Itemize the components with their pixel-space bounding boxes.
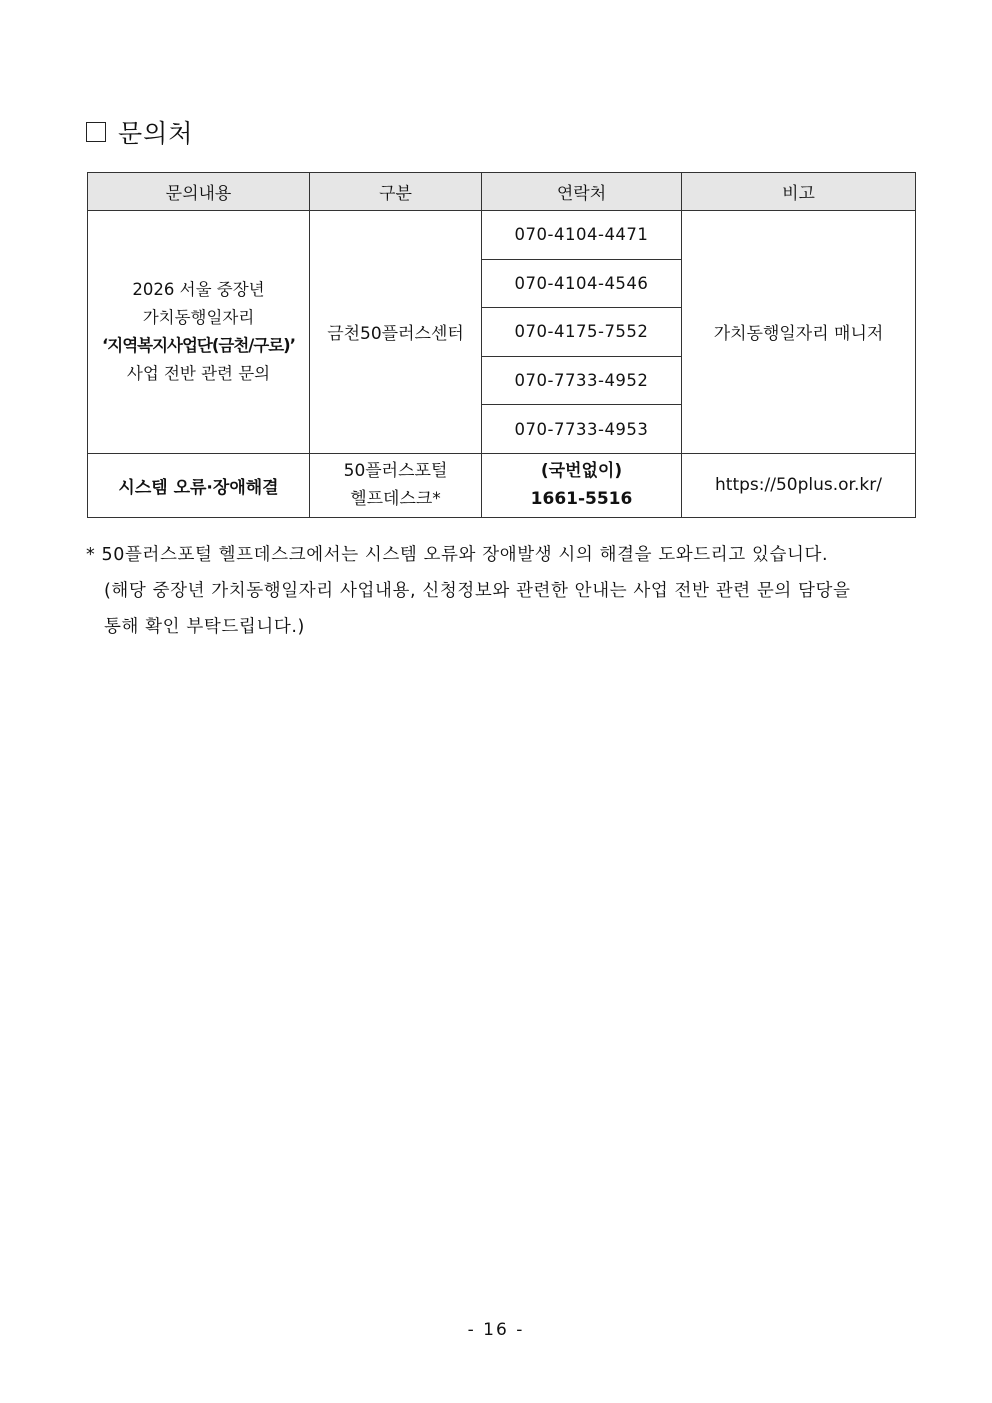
table-header-row: [88, 173, 916, 211]
footnotes: [86, 537, 916, 645]
category-line: 헬프데스크*: [350, 489, 441, 510]
phone-number: 070-7733-4952: [482, 356, 682, 405]
header-category: 구분: [310, 173, 482, 211]
footnote-line: * 50플러스포털 헬프데스크에서는 시스템 오류와 장애발생 시의 해결을 도와드리고 있습니다.: [86, 545, 829, 565]
phone-number: 070-4175-7552: [482, 308, 682, 357]
website-url[interactable]: https://50plus.or.kr/: [682, 453, 916, 517]
category-cell: 금천50플러스센터: [310, 211, 482, 454]
contact-cell: [482, 453, 682, 517]
phone-number: 070-4104-4546: [482, 259, 682, 308]
phone-number: 070-4104-4471: [482, 211, 682, 260]
table-row: [88, 453, 916, 517]
inquiry-cell: [88, 211, 310, 454]
inquiry-line: ‘지역복지사업단(금천/구로)’: [102, 335, 295, 355]
category-line: 50플러스포털: [343, 461, 448, 482]
contact-line: (국번없이): [540, 461, 623, 482]
inquiry-line: 사업 전반 관련 문의: [126, 363, 271, 383]
header-inquiry: 문의내용: [88, 173, 310, 211]
note-cell: 가치동행일자리 매니저: [682, 211, 916, 454]
contact-line: 1661-5516: [530, 489, 633, 510]
table-row: [88, 211, 916, 260]
footnote-line: 통해 확인 부탁드립니다.): [104, 617, 305, 637]
category-cell: [310, 453, 482, 517]
phone-number: 070-7733-4953: [482, 405, 682, 454]
section-title: [86, 114, 193, 150]
inquiry-line: 가치동행일자리: [142, 307, 255, 327]
inquiry-cell: 시스템 오류·장애해결: [88, 453, 310, 517]
inquiry-line: 2026 서울 중장년: [132, 279, 265, 299]
checkbox-square-icon: [86, 122, 106, 142]
contact-table: [87, 172, 916, 518]
header-contact: 연락처: [482, 173, 682, 211]
page-number: - 16 -: [467, 1320, 525, 1340]
section-title-text: 문의처: [118, 119, 194, 148]
footnote-line: (해당 중장년 가치동행일자리 사업내용, 신청정보와 관련한 안내는 사업 전반 관련 문의 담당을: [104, 581, 851, 601]
header-note: 비고: [682, 173, 916, 211]
